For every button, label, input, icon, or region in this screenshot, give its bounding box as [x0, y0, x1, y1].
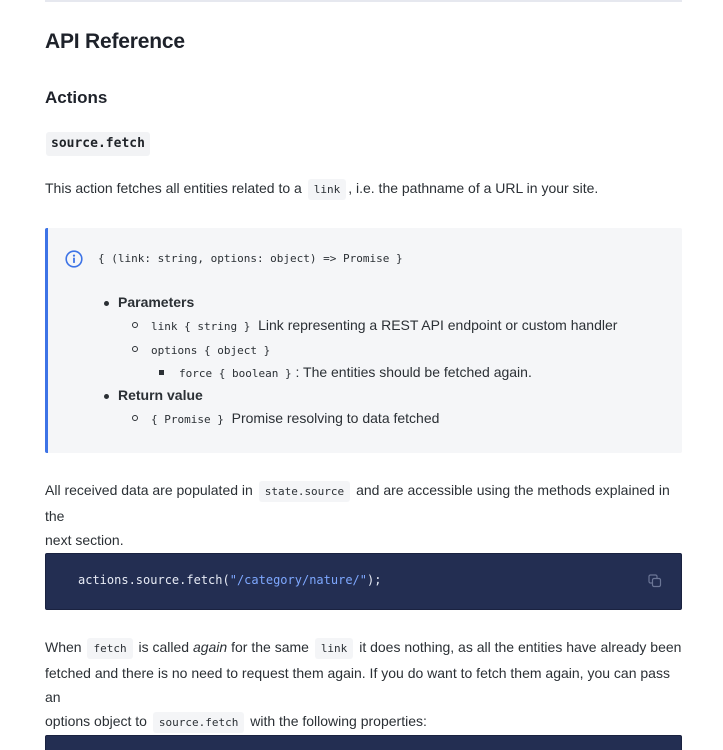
para3-text: is called: [134, 639, 193, 655]
option-force-desc: : The entities should be fetched again.: [295, 364, 532, 380]
emphasis-again: again: [192, 639, 228, 655]
bullet-square: [159, 370, 164, 375]
bullet-circle: [132, 322, 138, 328]
option-force: [179, 364, 532, 380]
intro-text-end: , i.e. the pathname of a URL in your site.: [348, 180, 599, 196]
para2-line2: next section.: [45, 532, 124, 548]
inline-code-link: link: [315, 638, 354, 659]
intro-paragraph: [45, 176, 685, 202]
inline-code-link: link: [308, 179, 347, 200]
top-divider: [45, 0, 682, 2]
bullet-disc: [104, 301, 109, 306]
para3-text: options object to: [45, 713, 151, 729]
code-block-options-example: [45, 735, 682, 750]
para2-text: All received data are populated in: [45, 482, 257, 498]
para3-text: with the following properties:: [246, 713, 427, 729]
inline-code-state-source: state.source: [259, 481, 350, 502]
para3-text: it does nothing, as all the entities have already been: [355, 639, 682, 655]
param-options-code: options { object }: [151, 344, 271, 357]
page-title: API Reference: [45, 30, 185, 53]
bullet-circle: [132, 415, 138, 421]
para3-line2: fetched and there is no need to request them again. If you do want to fetch them again, you can pass an: [45, 665, 670, 705]
section-heading-actions: Actions: [45, 88, 108, 107]
inline-code-source-fetch: source.fetch: [153, 712, 244, 733]
return-promise: [151, 410, 439, 426]
return-promise-desc: Promise resolving to data fetched: [231, 410, 440, 426]
state-source-paragraph: [45, 478, 685, 552]
info-icon: [65, 250, 83, 268]
code-string: "/category/nature/": [229, 573, 367, 587]
param-options: [151, 341, 270, 357]
code-block-fetch-example: [45, 553, 682, 610]
param-link: [151, 317, 617, 333]
bullet-disc: [104, 394, 109, 399]
code-prefix: actions.source.fetch(: [78, 573, 230, 587]
inline-code-fetch: fetch: [87, 638, 132, 659]
code-suffix: );: [367, 573, 382, 587]
function-signature: { (link: string, options: object) => Promise }: [98, 252, 403, 265]
para2-text-end: and are accessible using the methods explained in the: [45, 482, 670, 524]
code-line: [78, 573, 381, 587]
bullet-circle: [132, 346, 138, 352]
copy-icon[interactable]: [648, 574, 662, 588]
return-value-label: Return value: [118, 387, 203, 403]
param-link-desc: Link representing a REST API endpoint or custom handler: [258, 317, 618, 333]
return-promise-code: { Promise }: [151, 413, 224, 426]
parameters-label: Parameters: [118, 294, 195, 310]
info-callout: [45, 228, 682, 453]
param-link-code: link { string }: [151, 320, 251, 333]
para3-text: for the same: [227, 639, 313, 655]
intro-text: This action fetches all entities related to a: [45, 180, 306, 196]
fetch-again-paragraph: [45, 635, 685, 735]
para3-text: When: [45, 639, 86, 655]
method-name-code: source.fetch: [46, 132, 150, 156]
option-force-code: force { boolean }: [179, 367, 292, 380]
